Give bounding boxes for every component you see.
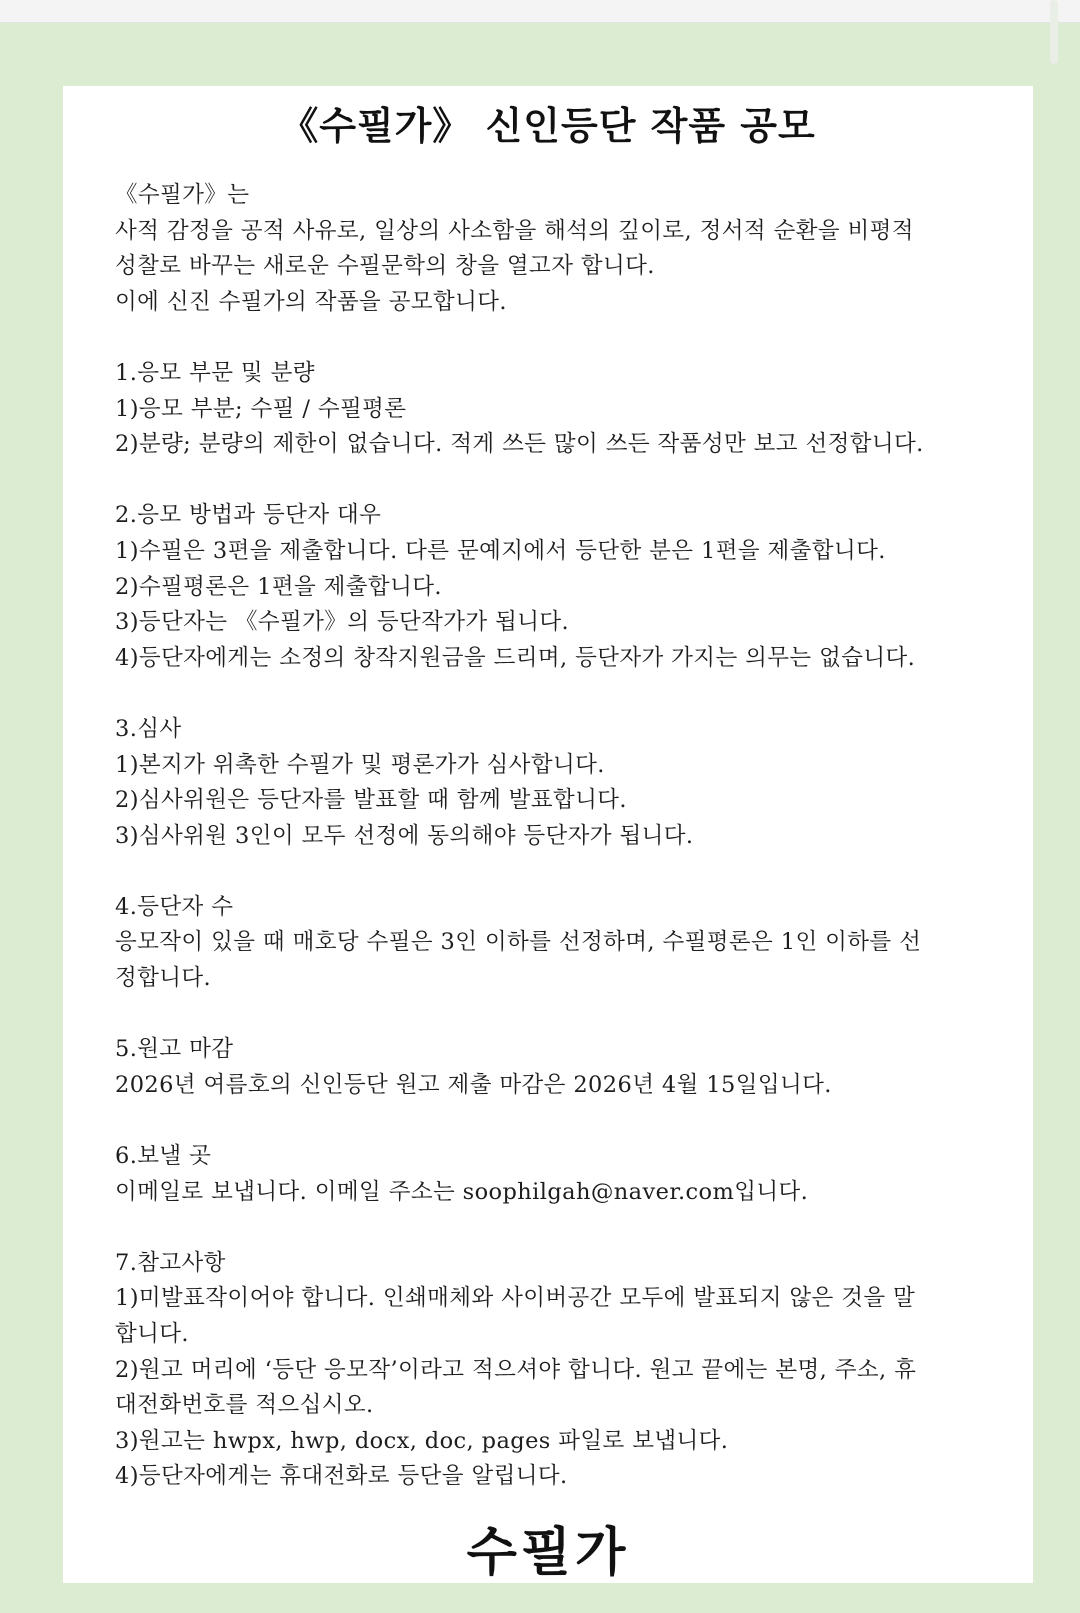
spacer	[115, 997, 993, 1033]
intro-line: 사적 감정을 공적 사유로, 일상의 사소함을 해석의 깊이로, 정서적 순환을 비평적	[115, 217, 914, 244]
section-heading: 2.응모 방법과 등단자 대우	[115, 502, 382, 529]
spacer	[115, 854, 993, 890]
section-line: 2)분량; 분량의 제한이 없습니다. 적게 쓰든 많이 쓰든 작품성만 보고 선정합니다.	[115, 431, 924, 458]
intro-line: 성찰로 바꾸는 새로운 수필문학의 창을 열고자 합니다.	[115, 253, 655, 280]
section-line: 2026년 여름호의 신인등단 원고 제출 마감은 2026년 4월 15일입니다.	[115, 1071, 832, 1098]
section-line: 대전화번호를 적으십시오.	[115, 1392, 374, 1419]
spacer	[115, 463, 993, 499]
section-line: 응모작이 있을 때 매호당 수필은 3인 이하를 선정하며, 수필평론은 1인 이하를 선	[115, 929, 922, 956]
section-line: 4)등단자에게는 휴대전화로 등단을 알립니다.	[115, 1463, 568, 1490]
section-line: 1)응모 부분; 수필 / 수필평론	[115, 395, 407, 422]
page-title: 《수필가》 신인등단 작품 공모	[280, 104, 816, 148]
section-heading: 1.응모 부문 및 분량	[115, 359, 315, 386]
section-line: 이메일로 보냅니다. 이메일 주소는 soophilgah@naver.com입니다.	[115, 1178, 809, 1205]
section-line: 4)등단자에게는 소정의 창작지원금을 드리며, 등단자가 가지는 의무는 없습니다.	[115, 644, 916, 671]
section-line: 1)수필은 3편을 제출합니다. 다른 문예지에서 등단한 분은 1편을 제출합니다.	[115, 537, 886, 564]
section-line: 1)미발표작이어야 합니다. 인쇄매체와 사이버공간 모두에 발표되지 않은 것을 말	[115, 1285, 916, 1312]
section-line: 2)수필평론은 1편을 제출합니다.	[115, 573, 442, 600]
section-heading: 6.보낼 곳	[115, 1143, 212, 1170]
intro-lead: 《수필가》는	[115, 182, 250, 208]
section-line: 합니다.	[115, 1321, 189, 1347]
intro-line: 이에 신진 수필가의 작품을 공모합니다.	[115, 288, 507, 315]
section-line: 2)심사위원은 등단자를 발표할 때 함께 발표합니다.	[115, 787, 627, 814]
brand-logo: 수필가	[466, 1523, 630, 1583]
section-line: 정합니다.	[115, 965, 212, 992]
spacer	[115, 676, 993, 712]
section-line: 1)본지가 위촉한 수필가 및 평론가가 심사합니다.	[115, 751, 605, 778]
notice-document	[63, 86, 1033, 1583]
section-heading: 5.원고 마감	[115, 1036, 234, 1063]
section-heading: 4.등단자 수	[115, 893, 234, 920]
spacer	[115, 1210, 993, 1246]
section-line: 3)등단자는 《수필가》의 등단작가가 됩니다.	[115, 609, 570, 636]
browser-top-bar	[0, 0, 1080, 23]
section-line: 3)원고는 hwpx, hwp, docx, doc, pages 파일로 보냅니다.	[115, 1427, 729, 1454]
section-line: 2)원고 머리에 ‘등단 응모작’이라고 적으셔야 합니다. 원고 끝에는 본명, 주소, 휴	[115, 1356, 917, 1383]
section-heading: 7.참고사항	[115, 1249, 226, 1276]
document-body	[115, 178, 993, 1495]
spacer	[115, 320, 993, 356]
section-line: 3)심사위원 3인이 모두 선정에 동의해야 등단자가 됩니다.	[115, 822, 694, 849]
section-heading: 3.심사	[115, 715, 182, 742]
spacer	[115, 1103, 993, 1139]
scrollbar-thumb[interactable]	[1050, 0, 1058, 64]
